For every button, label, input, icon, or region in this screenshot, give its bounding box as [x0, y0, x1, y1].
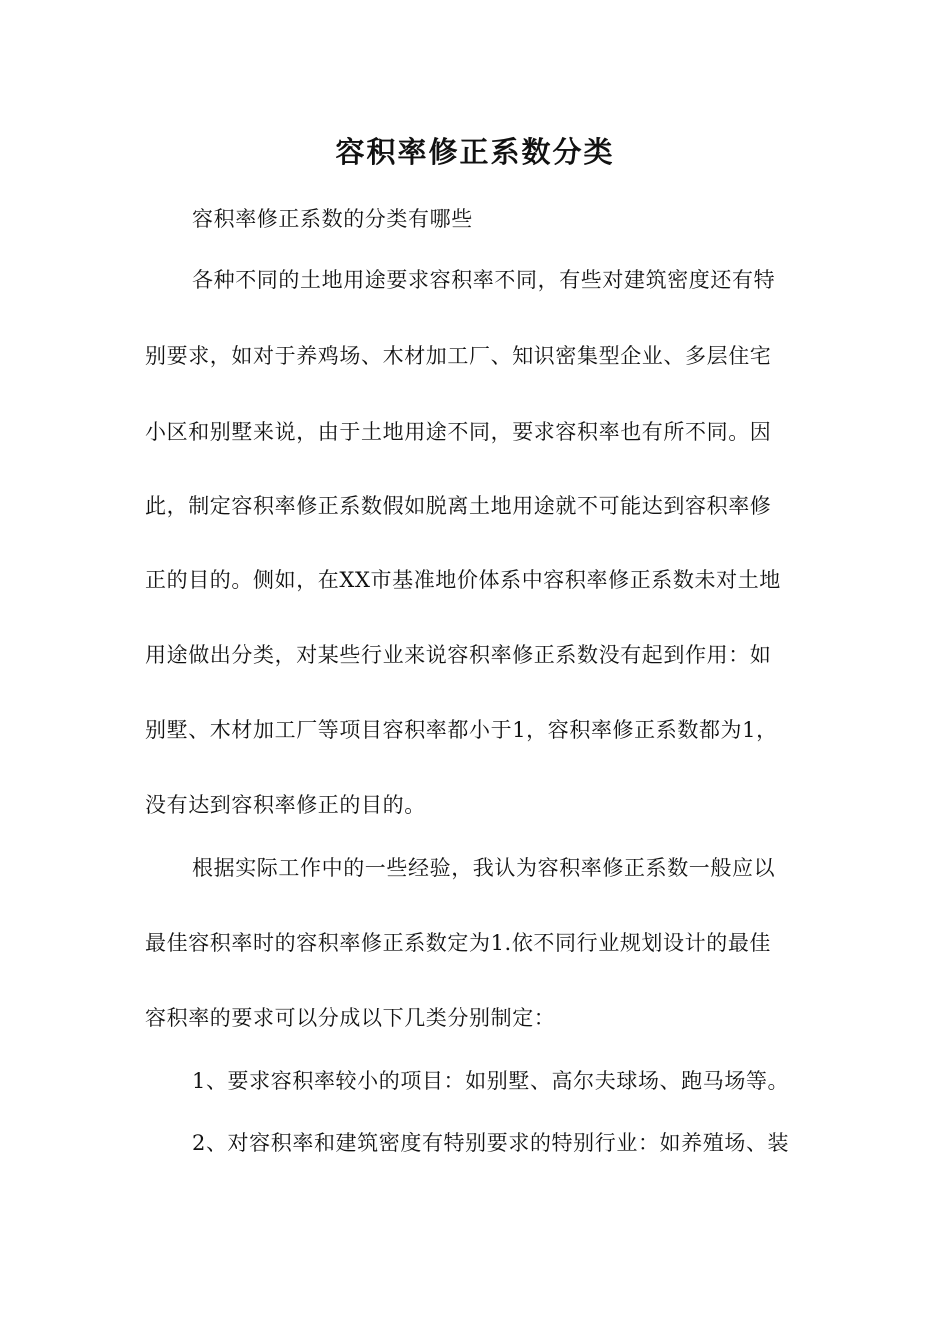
paragraph2-line-1: 根据实际工作中的一些经验，我认为容积率修正系数一般应以 — [192, 856, 776, 880]
paragraph1-line-4: 此，制定容积率修正系数假如脱离土地用途就不可能达到容积率修 — [145, 494, 772, 518]
document-title: 容积率修正系数分类 — [335, 135, 615, 169]
paragraph2-line-3: 容积率的要求可以分成以下几类分别制定： — [145, 1006, 556, 1030]
paragraph1-line-6: 用途做出分类，对某些行业来说容积率修正系数没有起到作用：如 — [145, 643, 772, 667]
list-item-2: 2、对容积率和建筑密度有特别要求的特别行业：如养殖场、装 — [192, 1131, 790, 1155]
paragraph2-line-2: 最佳容积率时的容积率修正系数定为1.依不同行业规划设计的最佳 — [145, 931, 772, 955]
paragraph1-line-3: 小区和别墅来说，由于土地用途不同，要求容积率也有所不同。因 — [145, 420, 772, 444]
paragraph1-line-2: 别要求，如对于养鸡场、木材加工厂、知识密集型企业、多层住宅 — [145, 344, 772, 368]
list-item-1: 1、要求容积率较小的项目：如别墅、高尔夫球场、跑马场等。 — [192, 1069, 790, 1093]
paragraph1-line-8: 没有达到容积率修正的目的。 — [145, 793, 426, 817]
subtitle-line: 容积率修正系数的分类有哪些 — [192, 207, 473, 231]
paragraph1-line-1: 各种不同的土地用途要求容积率不同，有些对建筑密度还有特 — [192, 268, 776, 292]
paragraph1-line-7: 别墅、木材加工厂等项目容积率都小于1，容积率修正系数都为1， — [145, 718, 778, 742]
paragraph1-line-5: 正的目的。侧如，在XX市基准地价体系中容积率修正系数未对土地 — [145, 568, 781, 592]
